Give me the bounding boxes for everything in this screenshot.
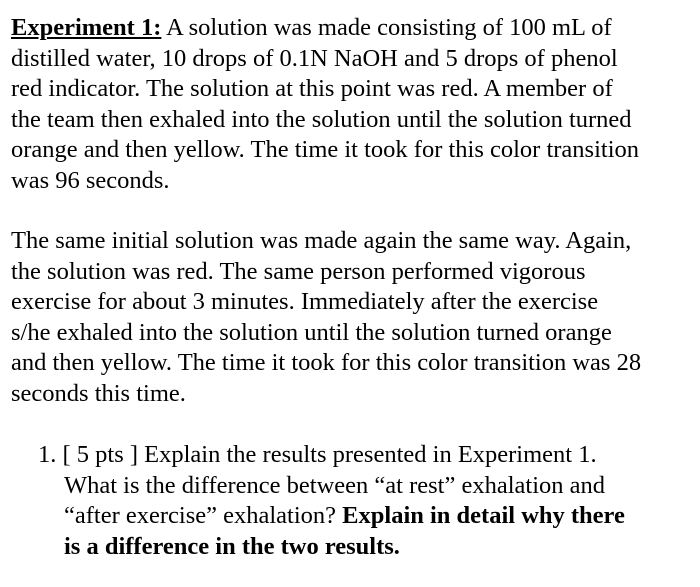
question-emphasis: Explain in detail why there bbox=[342, 502, 625, 529]
paragraph-line: red indicator. The solution at this point was red. A member of bbox=[11, 75, 613, 102]
paragraph-line: the solution was red. The same person performed vigorous bbox=[11, 257, 586, 285]
question-emphasis-line: is a difference in the two results. bbox=[64, 532, 400, 560]
experiment-heading: Experiment 1: bbox=[11, 14, 162, 41]
experiment-paragraph-2 bbox=[11, 226, 691, 409]
paragraph-line: orange and then yellow. The time it took for this color transition bbox=[11, 136, 640, 163]
question-1 bbox=[38, 440, 688, 562]
paragraph-line bbox=[11, 13, 691, 44]
paragraph-line: s/he exhaled into the solution until the solution turned orange bbox=[11, 318, 612, 346]
paragraph-line: The same initial solution was made again the same way. Again, bbox=[11, 227, 632, 254]
paragraph-line: was 96 seconds. bbox=[11, 166, 170, 194]
question-line: 1. [ 5 pts ] Explain the results presented in Experiment 1. bbox=[38, 441, 597, 468]
paragraph-line: and then yellow. The time it took for this color transition was 28 bbox=[11, 349, 642, 376]
paragraph-line: distilled water, 10 drops of 0.1N NaOH and 5 drops of phenol bbox=[11, 44, 618, 72]
question-line bbox=[38, 501, 688, 532]
experiment-paragraph-1 bbox=[11, 13, 691, 196]
paragraph-line: seconds this time. bbox=[11, 379, 186, 407]
paragraph-line: exercise for about 3 minutes. Immediately after the exercise bbox=[11, 288, 599, 315]
paragraph-line: the team then exhaled into the solution until the solution turned bbox=[11, 105, 632, 133]
question-line: What is the difference between “at rest” exhalation and bbox=[64, 471, 606, 499]
question-text: “after exercise” exhalation? bbox=[64, 502, 343, 529]
line-text: A solution was made consisting of 100 mL of bbox=[161, 14, 612, 41]
